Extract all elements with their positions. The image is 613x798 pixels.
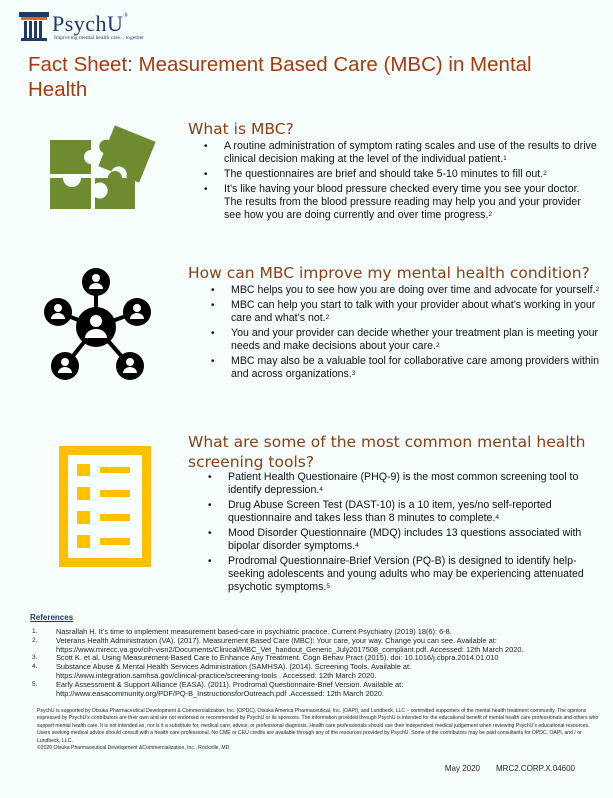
page-title: Fact Sheet: Measurement Based Care (MBC) in Mental Health <box>28 53 532 101</box>
list-item: • Drug Abuse Screen Test (DAST-10) is a 10 item, yes/no self-reported questionnaire and takes less than 8 minutes to complete.$^4$ <box>202 499 600 525</box>
checklist-icon <box>59 446 151 567</box>
psychu-logo <box>18 10 198 46</box>
reference-link[interactable]: https://www.integration.samhsa.gov/clinical-practice/screening-tools . Accessed: 12th March 2020. <box>56 670 377 680</box>
reference-link[interactable]: https://www.mirecc.va.gov/cih-visn2/Documents/Clinical/MBC_Vet_handout_Generic_July2017508_compliant.pdf. Accessed: 12th March 2020. <box>56 644 524 654</box>
list-item: • MBC helps you to see how you are doing over time and advocate for yourself.$^2$ <box>205 284 600 297</box>
list-item: • Patient Health Questionaire (PHQ-9) is the most common screening tool to identify depression.$^4$ <box>202 471 600 497</box>
copyright-text: ©2020 Otsuka Pharmaceutical Development &Commercialization, Inc., Rockville, MD <box>37 745 230 752</box>
list-item: • MBC can help you start to talk with your provider about what’s working in your care and what’s not.$^2$ <box>205 299 600 325</box>
list-item: • MBC may also be a valuable tool for collaborative care among providers within and across organizations.$^3$ <box>205 355 600 381</box>
references-list <box>30 628 605 698</box>
footer-date: May 2020 <box>444 764 480 773</box>
references-heading: References <box>30 613 74 622</box>
disclaimer-text: PsychU is supported by Otsuka Pharmaceutical Development & Commercialization, Inc. (OPDC), Otsuka America Pharmaceutical, Inc. (OAPI), and Lundbeck, LLC – committed supporters of the mental health treatment community. The opinions expressed by PsychU’s contributors are their own and are not endorsed or recommended by PsychU or its sponsors. The information provided through PsychU is intended for the educational benefit of mental health care professionals and others who support mental health care. It is not intended as, nor is it a substitute for, medical care, advice, or professional diagnosis. Health care professionals should use their independent medical judgement when reviewing PsychU’s educational resources. Users seeking medical advice should consult with a health care professional. No CME or CEU credits are available through any of the resources provided by PsychU. Some of the contributors may be paid consultants for OPDC, OAPI, and / or Lundbeck, LLC. <box>37 708 599 744</box>
puzzle-icon <box>50 122 158 227</box>
reference-item: 4. Substance Abuse & Mental Health Services Administration (SAMHSA). (2014). Screening Tools. Available at: https://www.integration.samhsa.gov/clinical-practice/screening-tools . Accessed: 12th March 2020. <box>30 663 605 681</box>
list-item: • You and your provider can decide whether your treatment plan is meeting your needs and make decisions about your care.$^2$ <box>205 327 600 353</box>
bullet-list-screening-tools <box>202 471 600 596</box>
network-people-icon <box>38 262 158 382</box>
logo-wordmark: PsychU® <box>52 11 129 36</box>
column-logo-icon <box>18 12 50 42</box>
section-heading-how-mbc-helps: How can MBC improve my mental health condition? <box>188 264 590 282</box>
list-item: • A routine administration of symptom rating scales and use of the results to drive clinical decision making at the level of the individual patient.$^1$ <box>198 140 598 166</box>
list-item: • It’s like having your blood pressure checked every time you see your doctor. The results from the blood pressure reading may help you and your provider see how you are doing currently and over time progress.$^2$ <box>198 183 598 222</box>
list-item: • Prodromal Questionnaire-Brief Version (PQ-B) is designed to identify help-seeking adolescents and young adults who may be experiencing attenuated psychotic symptoms.$^5$ <box>202 555 600 594</box>
list-item: • Mood Disorder Questionnaire (MDQ) includes 13 questions associated with bipolar disorder symptoms.$^4$ <box>202 527 600 553</box>
reference-item: 1. Nasrallah H. It’s time to implement measurement based-care in psychiatric practice. Current Psychiatry (2019) 18(6): 6-8. <box>32 627 452 636</box>
footer <box>445 764 575 773</box>
reference-item: 2. Veterans Health Administration (VA). (2017). Measurement Based Care (MBC): Your care, your way. Change you can see. Available at: https://www.mirecc.va.gov/cih-visn2/Documents/Clinical/MBC_Vet_handout_Generic_July2017508_compliant.pdf. Accessed: 12th March 2020. <box>30 637 605 655</box>
bullet-list-how-mbc-helps <box>205 284 600 383</box>
logo-tagline: Improving mental health care... together <box>54 35 144 41</box>
list-item: • The questionnaires are brief and should take 5-10 minutes to fill out.$^2$ <box>198 168 598 181</box>
section-heading-what-is-mbc: What is MBC? <box>188 120 294 138</box>
disclaimer <box>37 708 602 752</box>
bullet-list-what-is-mbc <box>198 140 598 224</box>
reference-item: 5. Early Assessment & Support Alliance (EASA). (2011). Prodromal Questionnaire-Brief Version. Available at: http://www.easacommunity.org/PDF/PQ-B_InstructionsforOutreach.pdf .Accessed: 12th March 2020. <box>30 681 605 699</box>
reference-item: 3. Scott K. et al. Using Measurement-Based Care to Enhance Any Treatment. Cogn Behav Pract (2015). doi: 10.1016/j.cbpra.2014.01.010 <box>32 653 499 663</box>
section-heading-screening-tools: What are some of the most common mental health screening tools? <box>188 433 586 471</box>
reference-link[interactable]: http://www.easacommunity.org/PDF/PQ-B_InstructionsforOutreach.pdf .Accessed: 12th March 2020. <box>56 688 385 698</box>
footer-code: MRC2.CORP.X.04600 <box>496 764 575 773</box>
